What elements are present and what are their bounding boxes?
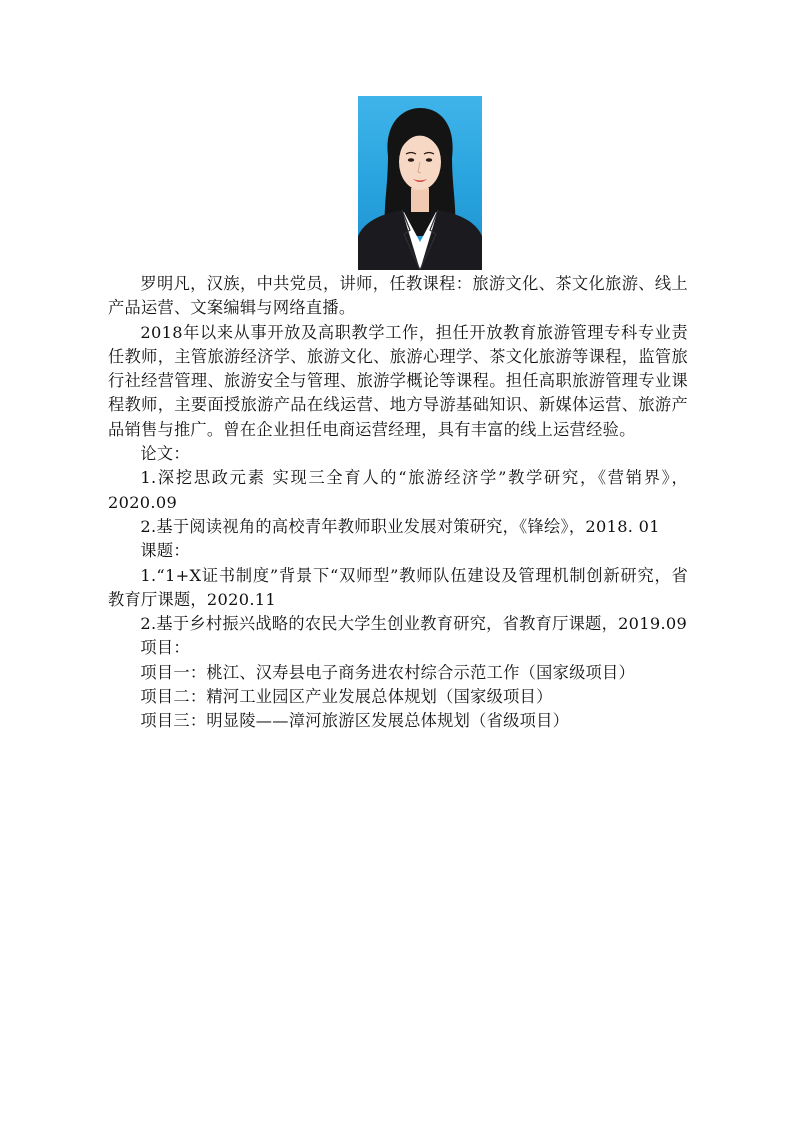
topic-item-2: 2.基于乡村振兴战略的农民大学生创业教育研究，省教育厅课题，2019.09: [140, 614, 688, 634]
bio-experience: 2018年以来从事开放及高职教学工作，担任开放教育旅游管理专科专业责任教师，主管旅游经济学、旅游文化、旅游心理学、茶文化旅游等课程，监管旅行社经营管理、旅游安全与管理、旅游学概论等课程。担任高职旅游管理专业课程教师，主要面授旅游产品在线运营、地方导游基础知识、新媒体运营、旅游产品销售与推广。曾在企业担任电商运营经理，具有丰富的线上运营经验。: [108, 322, 688, 439]
projects-heading: 项目：: [140, 638, 190, 658]
topic-item-1: 1.“1+X证书制度”背景下“双师型”教师队伍建设及管理机制创新研究，省教育厅课题，2020.11: [108, 565, 688, 609]
papers-heading: 论文：: [140, 444, 190, 464]
portrait-image: [358, 96, 482, 270]
paper-item-1: 1.深挖思政元素 实现三全育人的“旅游经济学”教学研究，《营销界》，2020.09: [108, 468, 688, 512]
topics-heading: 课题：: [140, 541, 190, 561]
document-body: [108, 272, 688, 734]
project-item-2: 项目二：精河工业园区产业发展总体规划（国家级项目）: [140, 687, 553, 707]
profile-photo: [358, 96, 482, 270]
project-item-3: 项目三：明显陵——漳河旅游区发展总体规划（省级项目）: [140, 711, 570, 731]
paper-item-2: 2.基于阅读视角的高校青年教师职业发展对策研究，《锋绘》，2018. 01: [140, 516, 660, 536]
bio-intro: 罗明凡，汉族，中共党员，讲师，任教课程：旅游文化、茶文化旅游、线上产品运营、文案编辑与网络直播。: [108, 274, 688, 318]
project-item-1: 项目一：桃江、汉寿县电子商务进农村综合示范工作（国家级项目）: [140, 662, 636, 682]
